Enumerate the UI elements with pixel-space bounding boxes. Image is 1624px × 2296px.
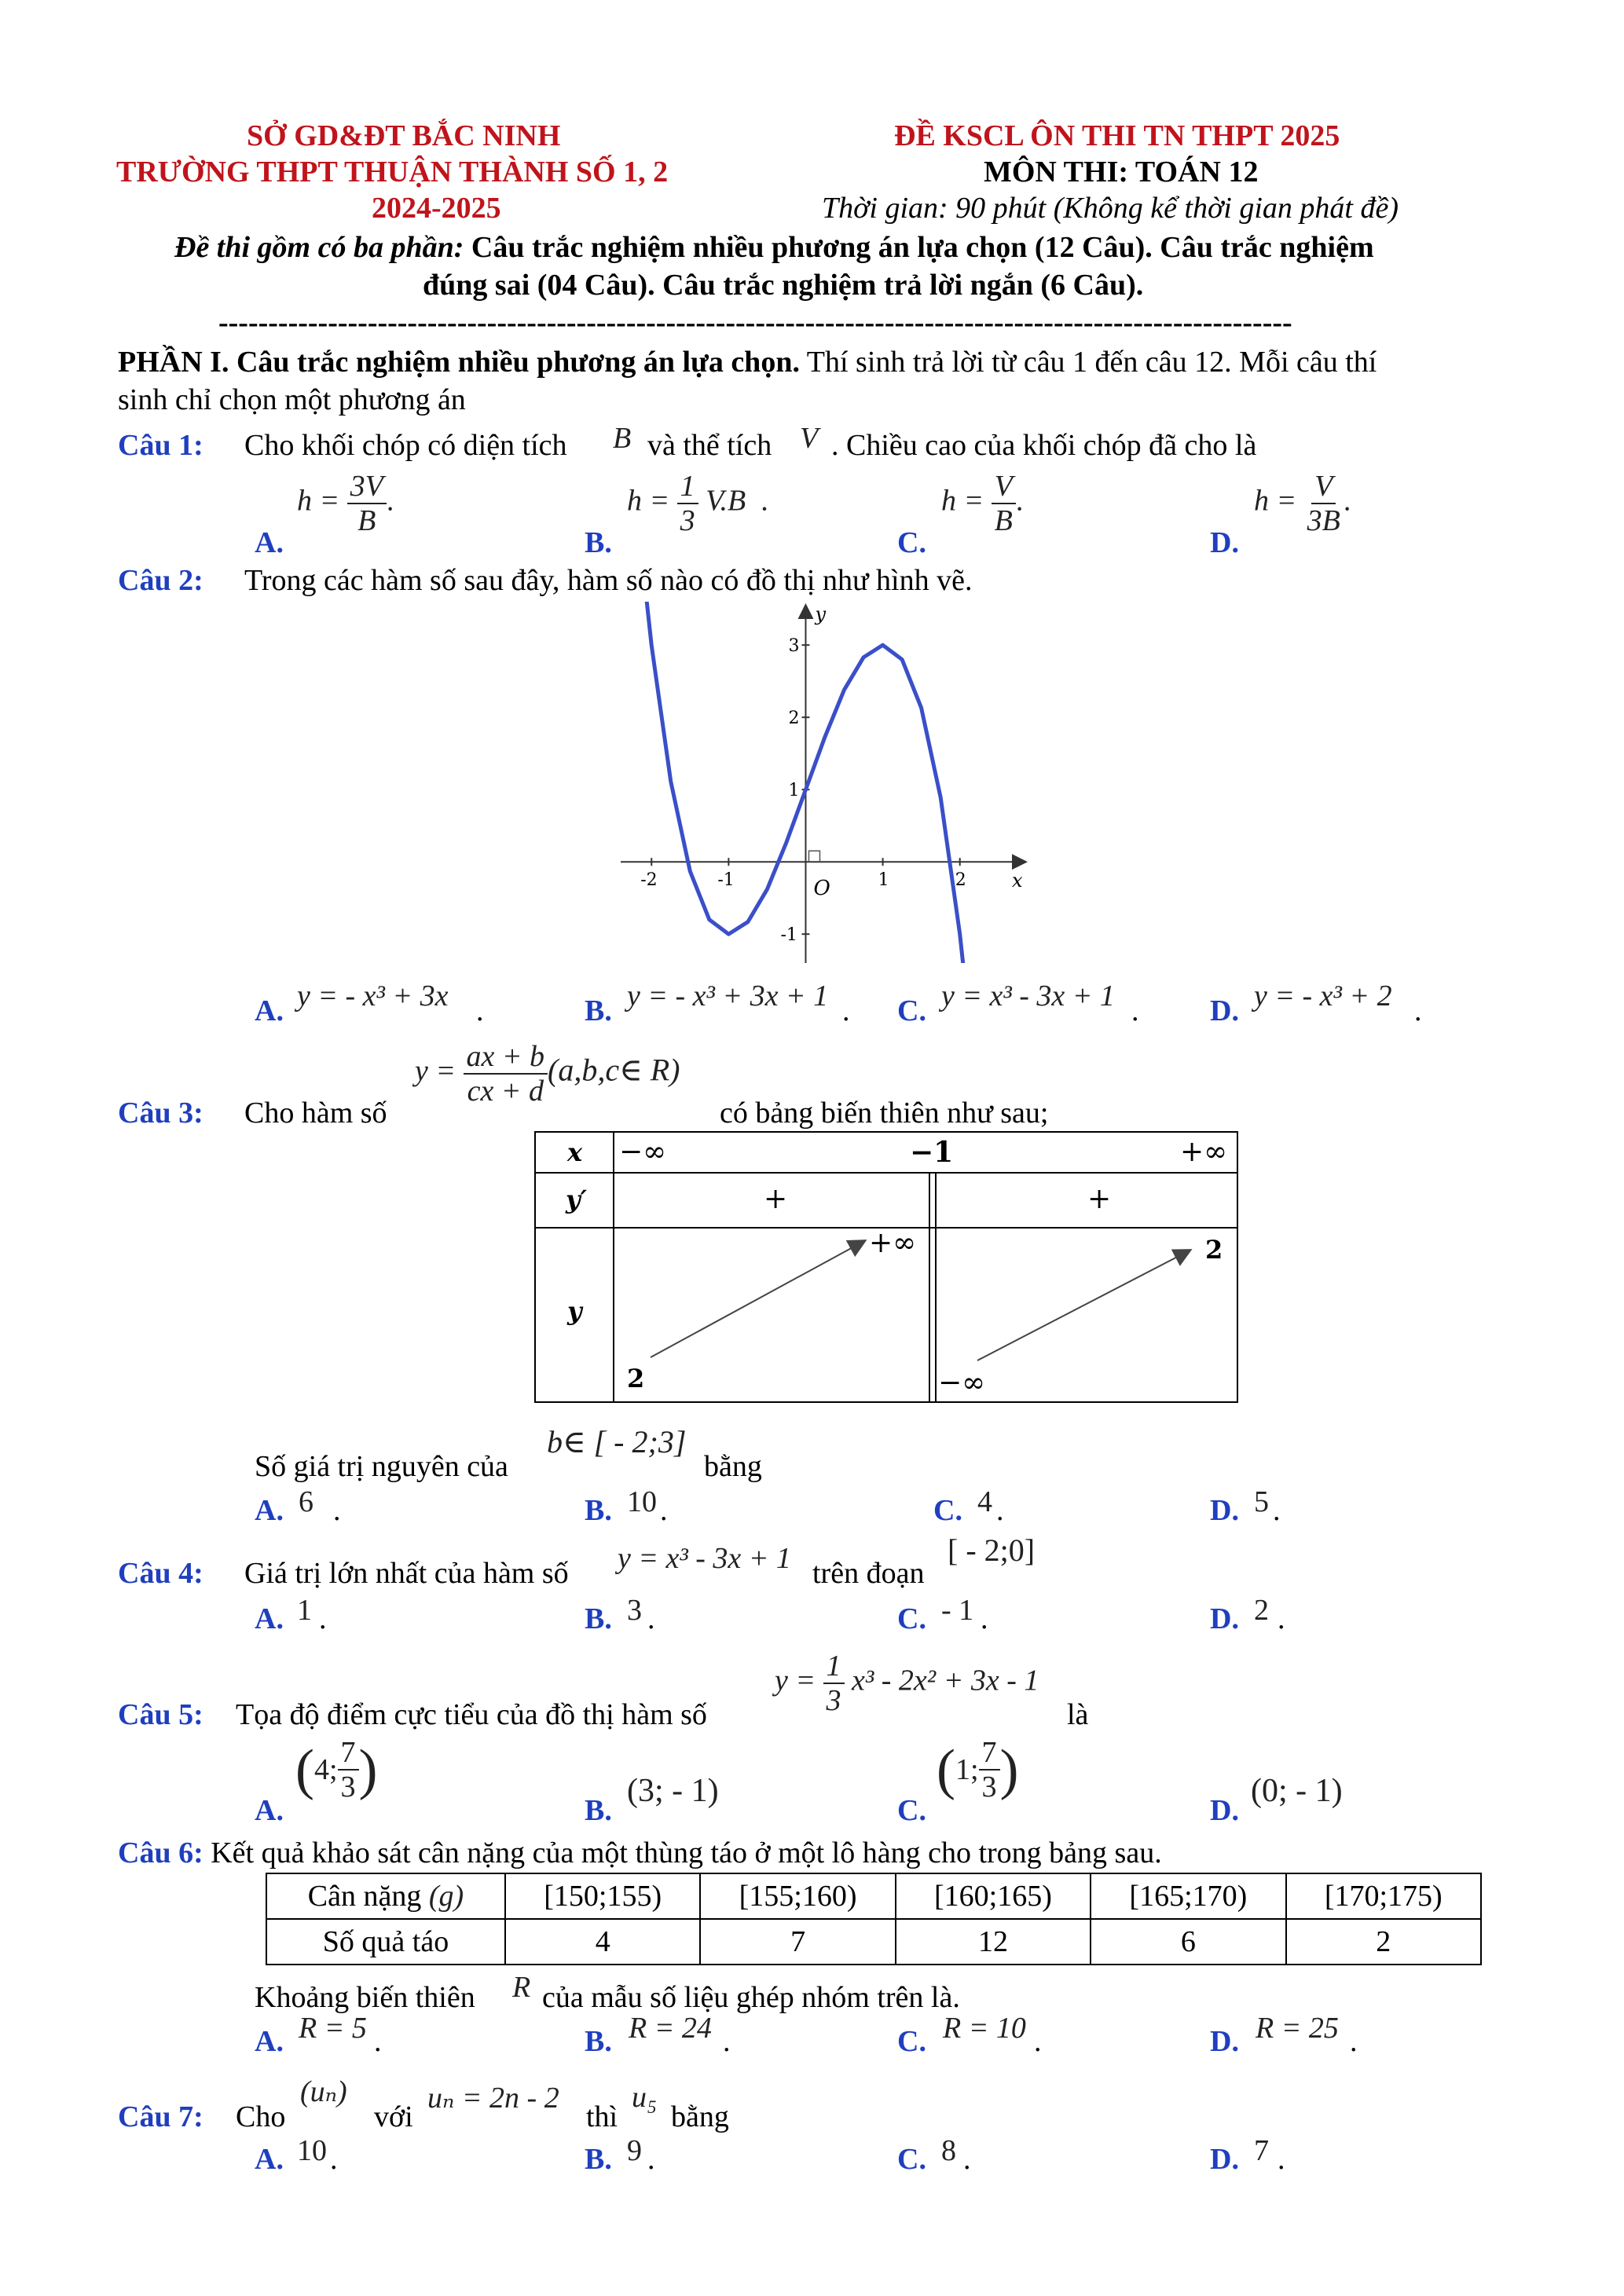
school-name: TRƯỜNG THPT THUẬN THÀNH SỐ 1, 2 xyxy=(116,156,669,189)
q6-sub-text-a: Khoảng biến thiên xyxy=(255,1981,475,2014)
part1-intro-rest: Thí sinh trả lời từ câu 1 đến câu 12. Mỗi câu thí xyxy=(799,346,1377,379)
vt-y-left-low: 2 xyxy=(627,1364,645,1393)
q2-answer-d[interactable]: y = - x³ + 2 xyxy=(1254,980,1392,1013)
q4-answer-b[interactable]: 3 xyxy=(627,1594,642,1627)
q7-answer-b[interactable]: 9 xyxy=(627,2134,642,2167)
q1-option-a[interactable]: A. xyxy=(255,526,284,559)
q7-text-c: thì xyxy=(586,2100,618,2133)
part1-title: PHẦN I. Câu trắc nghiệm nhiều phương án lựa chọn. xyxy=(118,346,800,379)
q5-option-c[interactable]: C. xyxy=(897,1794,926,1827)
y-tick-label: -1 xyxy=(780,925,797,946)
vt-y-right-low: −∞ xyxy=(938,1367,986,1399)
q3-formula-rhs: (a,b,c∈ R) xyxy=(548,1052,680,1088)
part1-intro-line2: sinh chỉ chọn một phương án xyxy=(118,383,466,416)
q6-answer-b[interactable]: R = 24 xyxy=(629,2012,712,2045)
q4-dot-c: . xyxy=(981,1602,988,1635)
q4-formula: y = x³ - 3x + 1 xyxy=(618,1542,791,1575)
q4-label: Câu 4: xyxy=(118,1557,203,1590)
q6-dot-b: . xyxy=(723,2025,731,2058)
q5-a-num: 7 xyxy=(338,1736,359,1771)
q7-option-a[interactable]: A. xyxy=(255,2143,284,2176)
q5-option-a[interactable]: A. xyxy=(255,1794,284,1827)
q3-option-d[interactable]: D. xyxy=(1210,1494,1239,1527)
q1-text-a: Cho khối chóp có diện tích xyxy=(244,429,567,462)
q4-dot-d: . xyxy=(1278,1602,1285,1635)
q1-a-den: B xyxy=(357,504,376,537)
q1-b-lhs: h = xyxy=(627,484,670,518)
q4-interval: [ - 2;0] xyxy=(948,1532,1036,1568)
q1-option-c[interactable]: C. xyxy=(897,526,926,559)
q1-b-rhs: V.B xyxy=(706,484,746,518)
q1-d-num: V xyxy=(1311,470,1336,504)
vt-sign-left: + xyxy=(764,1183,788,1215)
table-cell: 6 xyxy=(1091,1919,1285,1965)
q6-answer-c[interactable]: R = 10 xyxy=(943,2012,1026,2045)
q7-formula: uₙ = 2n - 2 xyxy=(427,2082,559,2115)
vt-arrow-right xyxy=(977,1251,1190,1360)
q1-label: Câu 1: xyxy=(118,429,203,462)
vt-x-right: +∞ xyxy=(1180,1136,1228,1168)
origin-mark xyxy=(808,851,819,862)
q6-sub-var: R xyxy=(512,1971,531,2004)
q1-a-num: 3V xyxy=(347,470,387,504)
q3-label: Câu 3: xyxy=(118,1097,203,1130)
q1-c-num: V xyxy=(992,470,1016,504)
q3-dot-a: . xyxy=(333,1494,341,1527)
y-tick-label: 3 xyxy=(788,636,800,657)
q3-text-a: Cho hàm số xyxy=(244,1097,387,1130)
q7-seq: (uₙ) xyxy=(300,2075,347,2108)
table-cell: [155;160) xyxy=(700,1873,895,1919)
q7-text-a: Cho xyxy=(236,2100,286,2133)
q7-option-d[interactable]: D. xyxy=(1210,2143,1239,2176)
q5-a-den: 3 xyxy=(340,1771,356,1803)
q2-dot-a: . xyxy=(476,994,484,1027)
q5-c-den: 3 xyxy=(981,1771,997,1803)
q6-answer-a[interactable]: R = 5 xyxy=(299,2012,367,2045)
table-cell: 4 xyxy=(505,1919,700,1965)
vt-x-left: −∞ xyxy=(619,1136,667,1168)
q1-c-den: B xyxy=(994,504,1013,537)
origin-label: O xyxy=(813,877,830,901)
q7-text-d: bằng xyxy=(671,2100,729,2133)
table-cell: 2 xyxy=(1286,1919,1481,1965)
q5-formula xyxy=(775,1650,1039,1717)
q3-sub-text-a: Số giá trị nguyên của xyxy=(255,1450,508,1483)
x-tick-label: 2 xyxy=(955,870,966,891)
q4-answer-a[interactable]: 1 xyxy=(297,1594,312,1627)
q5-formula-num: 1 xyxy=(823,1650,845,1684)
q4-text-b: trên đoạn xyxy=(812,1557,925,1590)
q4-option-a[interactable]: A. xyxy=(255,1602,284,1635)
q3-dot-b: . xyxy=(660,1494,668,1527)
q7-option-b[interactable]: B. xyxy=(585,2143,612,2176)
q3-answer-d[interactable]: 5 xyxy=(1254,1485,1269,1518)
q7-dot-c: . xyxy=(963,2143,971,2176)
table-cell: [150;155) xyxy=(505,1873,700,1919)
q3-dot-c: . xyxy=(996,1494,1004,1527)
q3-formula-den: cx + d xyxy=(467,1075,544,1108)
q7-dot-d: . xyxy=(1278,2143,1285,2176)
table-header-weight xyxy=(266,1873,505,1919)
exam-duration: Thời gian: 90 phút (Không kể thời gian phát đề) xyxy=(822,192,1399,225)
q4-dot-b: . xyxy=(647,1602,655,1635)
q7-label: Câu 7: xyxy=(118,2100,203,2133)
q5-a-pre: 4; xyxy=(313,1753,338,1786)
q6-answer-d[interactable]: R = 25 xyxy=(1256,2012,1339,2045)
x-tick-label: -2 xyxy=(640,870,658,891)
q5-answer-c[interactable]: (1; $\frac{7}{3}$ ) xyxy=(937,1736,1019,1803)
q5-option-d[interactable]: D. xyxy=(1210,1794,1239,1827)
vt-arrow-left xyxy=(651,1241,864,1357)
q6-dot-a: . xyxy=(374,2025,382,2058)
exam-title: ĐỀ KSCL ÔN THI TN THPT 2025 xyxy=(894,119,1340,152)
q5-formula-rhs: x³ - 2x² + 3x - 1 xyxy=(852,1664,1039,1697)
q7-answer-d[interactable]: 7 xyxy=(1254,2134,1269,2167)
q2-dot-b: . xyxy=(842,994,850,1027)
q1-option-b[interactable]: B. xyxy=(585,526,612,559)
q7-option-c[interactable]: C. xyxy=(897,2143,926,2176)
q5-formula-lhs: y = xyxy=(775,1664,816,1697)
q3-formula-lhs: y = xyxy=(415,1054,456,1088)
q5-formula-den: 3 xyxy=(826,1684,841,1717)
q7-answer-a[interactable]: 10 xyxy=(297,2134,327,2167)
table-row-weights xyxy=(266,1873,1481,1919)
q1-answer-b[interactable]: h = $\frac{1}{3}$ V.B . xyxy=(627,470,768,537)
y-tick-label: 1 xyxy=(788,781,800,801)
q7-dot-b: . xyxy=(647,2143,655,2176)
vt-x-mid: −1 xyxy=(910,1136,954,1169)
q4-option-c[interactable]: C. xyxy=(897,1602,926,1635)
q6-label: Câu 6: xyxy=(118,1836,203,1869)
y-axis-label: y xyxy=(815,603,827,625)
q3-sub-text-b: bằng xyxy=(704,1450,762,1483)
school-department: SỞ GD&ĐT BẮC NINH xyxy=(247,119,561,152)
q1-var-v: V xyxy=(800,422,819,455)
table-cell: 7 xyxy=(700,1919,895,1965)
q4-answer-c[interactable]: - 1 xyxy=(941,1594,974,1627)
q6-option-c[interactable]: C. xyxy=(897,2025,926,2058)
apple-weight-table xyxy=(266,1873,1482,1965)
divider: ------------------------------------------------------------------------------------------------------------ xyxy=(218,306,1292,339)
q5-label: Câu 5: xyxy=(118,1698,203,1731)
q5-text-a: Tọa độ điểm cực tiểu của đồ thị hàm số xyxy=(236,1698,707,1731)
function-graph xyxy=(621,602,1029,963)
q2-option-b[interactable]: B. xyxy=(585,994,612,1027)
q2-label: Câu 2: xyxy=(118,564,203,597)
exam-description-italic: Đề thi gồm có ba phần: xyxy=(174,231,464,264)
weight-header-text: Cân nặng xyxy=(307,1880,422,1913)
q7-answer-c[interactable]: 8 xyxy=(941,2134,956,2167)
q5-text-b: là xyxy=(1067,1698,1089,1731)
q4-option-b[interactable]: B. xyxy=(585,1602,612,1635)
q3-text-b: có bảng biến thiên như sau; xyxy=(720,1097,1049,1130)
q1-b-num: 1 xyxy=(677,470,698,504)
q5-answer-a[interactable]: (4; $\frac{7}{3}$ ) xyxy=(295,1736,378,1803)
x-tick-label: 1 xyxy=(878,870,889,891)
q1-answer-c[interactable]: h = $\frac{V}{B}$ . xyxy=(941,470,1024,537)
q4-answer-d[interactable]: 2 xyxy=(1254,1594,1269,1627)
q5-option-b[interactable]: B. xyxy=(585,1794,612,1827)
q2-answer-c[interactable]: y = x³ - 3x + 1 xyxy=(941,980,1115,1013)
exam-description-line1 xyxy=(174,229,1374,265)
q3-option-b[interactable]: B. xyxy=(585,1494,612,1527)
vt-y-left-high: +∞ xyxy=(869,1227,917,1259)
q2-option-c[interactable]: C. xyxy=(897,994,926,1027)
q5-answer-d[interactable]: (0; - 1) xyxy=(1251,1773,1343,1809)
q1-d-den: 3B xyxy=(1307,504,1340,537)
q1-option-d[interactable]: D. xyxy=(1210,526,1239,559)
q5-c-pre: 1; xyxy=(955,1753,979,1786)
q3-formula-num: ax + b xyxy=(464,1040,548,1075)
q6-option-d[interactable]: D. xyxy=(1210,2025,1239,2058)
vt-yprime-header: y′ xyxy=(566,1185,588,1214)
table-row-counts xyxy=(266,1919,1481,1965)
q1-answer-a[interactable]: h = $\frac{3V}{B}$ . xyxy=(297,470,394,537)
q6-line xyxy=(118,1835,1162,1871)
exam-description-line2: đúng sai (04 Câu). Câu trắc nghiệm trả lời ngắn (6 Câu). xyxy=(423,269,1144,302)
part1-intro xyxy=(118,344,1377,380)
q5-c-num: 7 xyxy=(979,1736,1000,1771)
table-cell: [160;165) xyxy=(896,1873,1091,1919)
q3-option-c[interactable]: C. xyxy=(933,1494,962,1527)
q6-option-a[interactable]: A. xyxy=(255,2025,284,2058)
q1-c-lhs: h = xyxy=(941,484,984,518)
vt-sign-right: + xyxy=(1087,1183,1112,1215)
q2-dot-c: . xyxy=(1131,994,1139,1027)
table-cell: 12 xyxy=(896,1919,1091,1965)
q3-option-a[interactable]: A. xyxy=(255,1494,284,1527)
x-tick-label: -1 xyxy=(717,870,735,891)
q1-d-lhs: h = xyxy=(1254,484,1297,518)
q1-text-b: và thể tích xyxy=(647,429,772,462)
table-cell: [165;170) xyxy=(1091,1873,1285,1919)
exam-description-rest: Câu trắc nghiệm nhiều phương án lựa chọn (12 Câu). Câu trắc nghiệm xyxy=(464,231,1374,264)
q2-answer-a[interactable]: y = - x³ + 3x xyxy=(297,980,449,1013)
q7-dot-a: . xyxy=(330,2143,338,2176)
vt-arrows xyxy=(536,1133,1237,1401)
q6-text: Kết quả khảo sát cân nặng của một thùng táo ở một lô hàng cho trong bảng sau. xyxy=(211,1836,1162,1869)
vt-y-right-high: 2 xyxy=(1205,1235,1223,1265)
school-year: 2024-2025 xyxy=(372,192,501,225)
x-axis-label: x xyxy=(1012,870,1023,892)
q1-var-b: B xyxy=(613,422,632,455)
q3-answer-b[interactable]: 10 xyxy=(627,1485,657,1518)
variation-table xyxy=(534,1131,1238,1403)
q6-dot-d: . xyxy=(1350,2025,1358,2058)
q3-dot-d: . xyxy=(1273,1494,1281,1527)
q6-option-b[interactable]: B. xyxy=(585,2025,612,2058)
q4-text-a: Giá trị lớn nhất của hàm số xyxy=(244,1557,569,1590)
q5-answer-b[interactable]: (3; - 1) xyxy=(627,1773,719,1809)
q1-b-den: 3 xyxy=(680,504,695,537)
vt-y-header: y xyxy=(567,1296,582,1326)
q1-a-lhs: h = xyxy=(297,484,340,518)
q6-dot-c: . xyxy=(1034,2025,1042,2058)
q3-sub-math: b∈ [ - 2;3] xyxy=(547,1424,687,1459)
q2-text: Trong các hàm số sau đây, hàm số nào có đồ thị như hình vẽ. xyxy=(244,564,973,597)
q3-answer-c[interactable]: 4 xyxy=(977,1485,992,1518)
q1-answer-d[interactable]: h = $\frac{V}{3B}$ . xyxy=(1254,470,1351,537)
q2-answer-b[interactable]: y = - x³ + 3x + 1 xyxy=(627,980,829,1013)
q7-text-b: với xyxy=(374,2100,413,2133)
q3-formula xyxy=(415,1040,680,1108)
q4-option-d[interactable]: D. xyxy=(1210,1602,1239,1635)
q2-dot-d: . xyxy=(1414,994,1422,1027)
table-cell: [170;175) xyxy=(1286,1873,1481,1919)
q3-answer-a[interactable]: 6 xyxy=(299,1485,313,1518)
q4-dot-a: . xyxy=(319,1602,327,1635)
q7-term: u₅ xyxy=(632,2081,658,2114)
q2-option-d[interactable]: D. xyxy=(1210,994,1239,1027)
vt-x-header: x xyxy=(567,1137,583,1167)
q6-sub-text-b: của mẫu số liệu ghép nhóm trên là. xyxy=(542,1981,960,2014)
weight-unit: (g) xyxy=(428,1880,464,1913)
q1-text-c: . Chiều cao của khối chóp đã cho là xyxy=(831,429,1257,462)
q2-option-a[interactable]: A. xyxy=(255,994,284,1027)
exam-subject: MÔN THI: TOÁN 12 xyxy=(984,156,1259,189)
y-tick-label: 2 xyxy=(788,709,800,729)
table-header-count: Số quả táo xyxy=(266,1919,505,1965)
graph-axes xyxy=(621,603,1025,963)
